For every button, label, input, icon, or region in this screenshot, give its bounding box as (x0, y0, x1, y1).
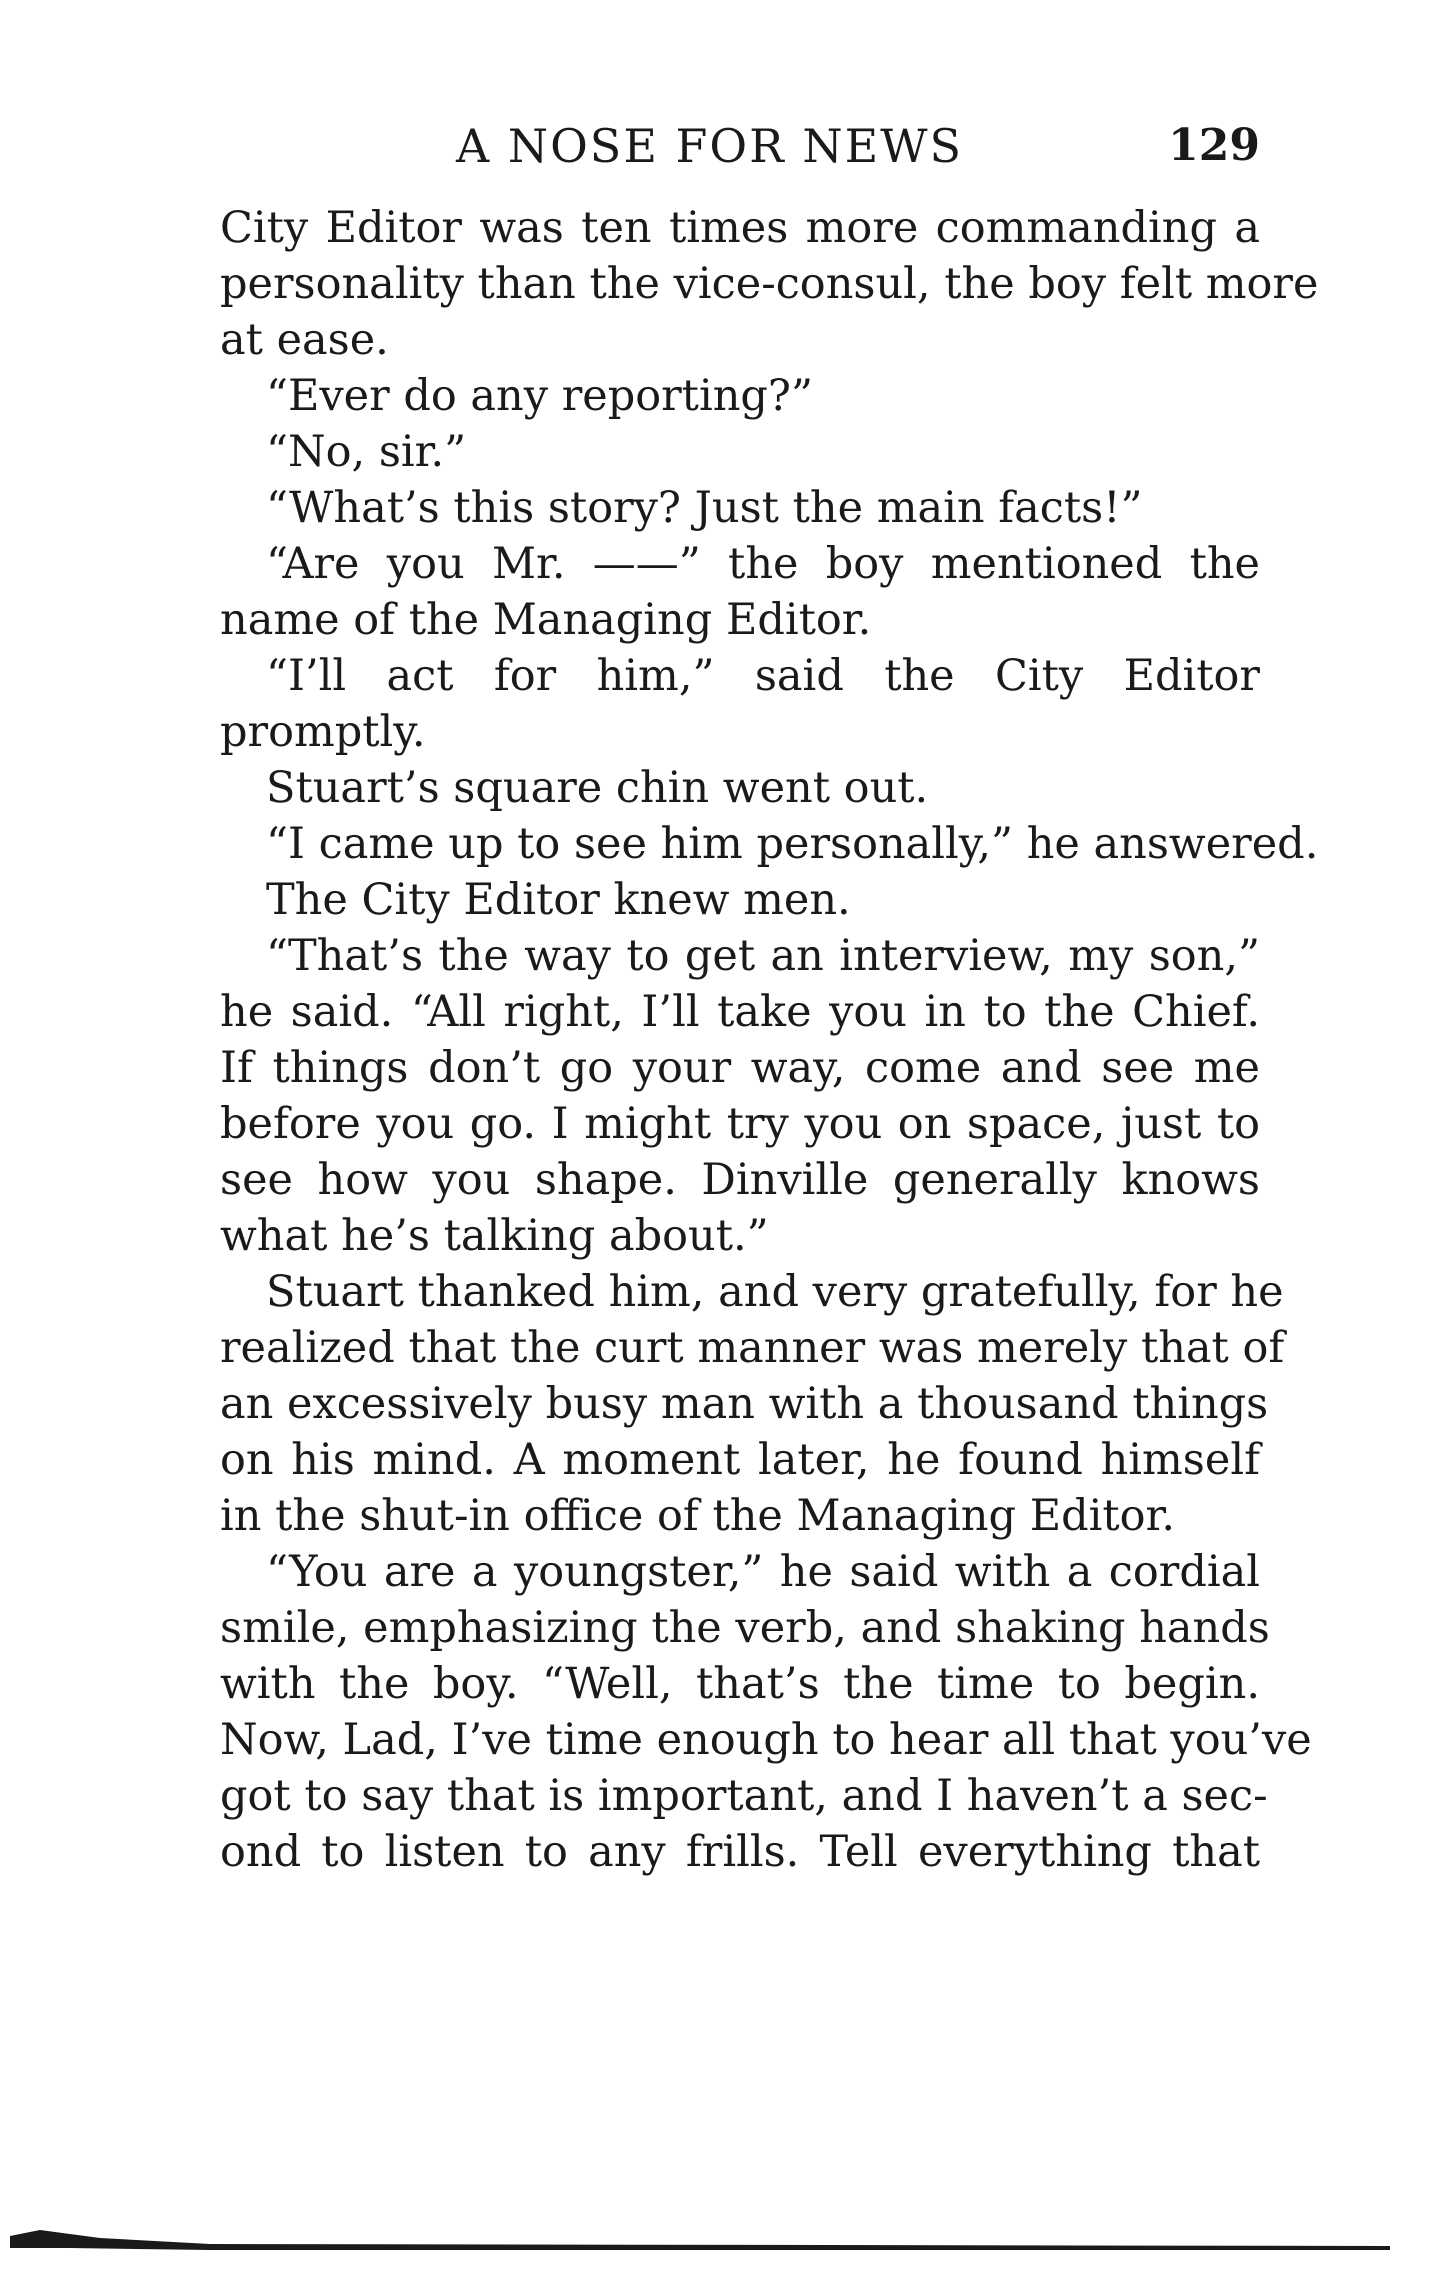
page-number: 129 (1168, 120, 1260, 171)
text-line: before you go. I might try you on space, just to (220, 1099, 1260, 1149)
running-title: A NOSE FOR NEWS (456, 119, 964, 173)
text-line: Stuart thanked him, and very gratefully, for he (266, 1267, 1284, 1317)
text-line: “I’ll act for him,” said the City Editor (266, 651, 1260, 701)
text-line: promptly. (220, 707, 426, 757)
text-line: smile, emphasizing the verb, and shaking hands (220, 1603, 1270, 1653)
text-line: ond to listen to any frills. Tell everything that (220, 1827, 1260, 1877)
text-line: got to say that is important, and I haven’t a sec- (220, 1771, 1268, 1821)
text-line: an excessively busy man with a thousand things (220, 1379, 1269, 1429)
footer-rule-decoration (10, 2226, 1390, 2256)
text-line: he said. “All right, I’ll take you in to the Chief. (220, 987, 1260, 1037)
text-line: see how you shape. Dinville generally knows (220, 1155, 1260, 1205)
text-line: Stuart’s square chin went out. (266, 763, 929, 813)
text-line: with the boy. “Well, that’s the time to begin. (220, 1659, 1260, 1709)
text-line: in the shut-in office of the Managing Editor. (220, 1491, 1176, 1541)
text-line: “I came up to see him personally,” he answered. (266, 819, 1319, 869)
text-line: “You are a youngster,” he said with a cordial (266, 1547, 1260, 1597)
text-line: “No, sir.” (266, 427, 467, 477)
text-line: “Ever do any reporting?” (266, 371, 813, 421)
text-line: realized that the curt manner was merely that of (220, 1323, 1285, 1373)
text-line: at ease. (220, 315, 389, 365)
text-line: Now, Lad, I’ve time enough to hear all that you’ve (220, 1715, 1312, 1765)
text-line: on his mind. A moment later, he found himself (220, 1435, 1260, 1485)
text-line: “What’s this story? Just the main facts!” (266, 483, 1143, 533)
text-line: “That’s the way to get an interview, my son,” (266, 931, 1260, 981)
body-text (220, 200, 1319, 1880)
text-line: “Are you Mr. ——” the boy mentioned the (266, 539, 1260, 589)
text-line: name of the Managing Editor. (220, 595, 872, 645)
text-line: The City Editor knew men. (266, 875, 851, 925)
text-line: City Editor was ten times more commanding a (220, 203, 1260, 253)
text-line: personality than the vice-consul, the boy felt more (220, 259, 1319, 309)
text-line: what he’s talking about.” (220, 1211, 769, 1261)
text-line: If things don’t go your way, come and see me (220, 1043, 1260, 1093)
page-header (220, 116, 1260, 176)
